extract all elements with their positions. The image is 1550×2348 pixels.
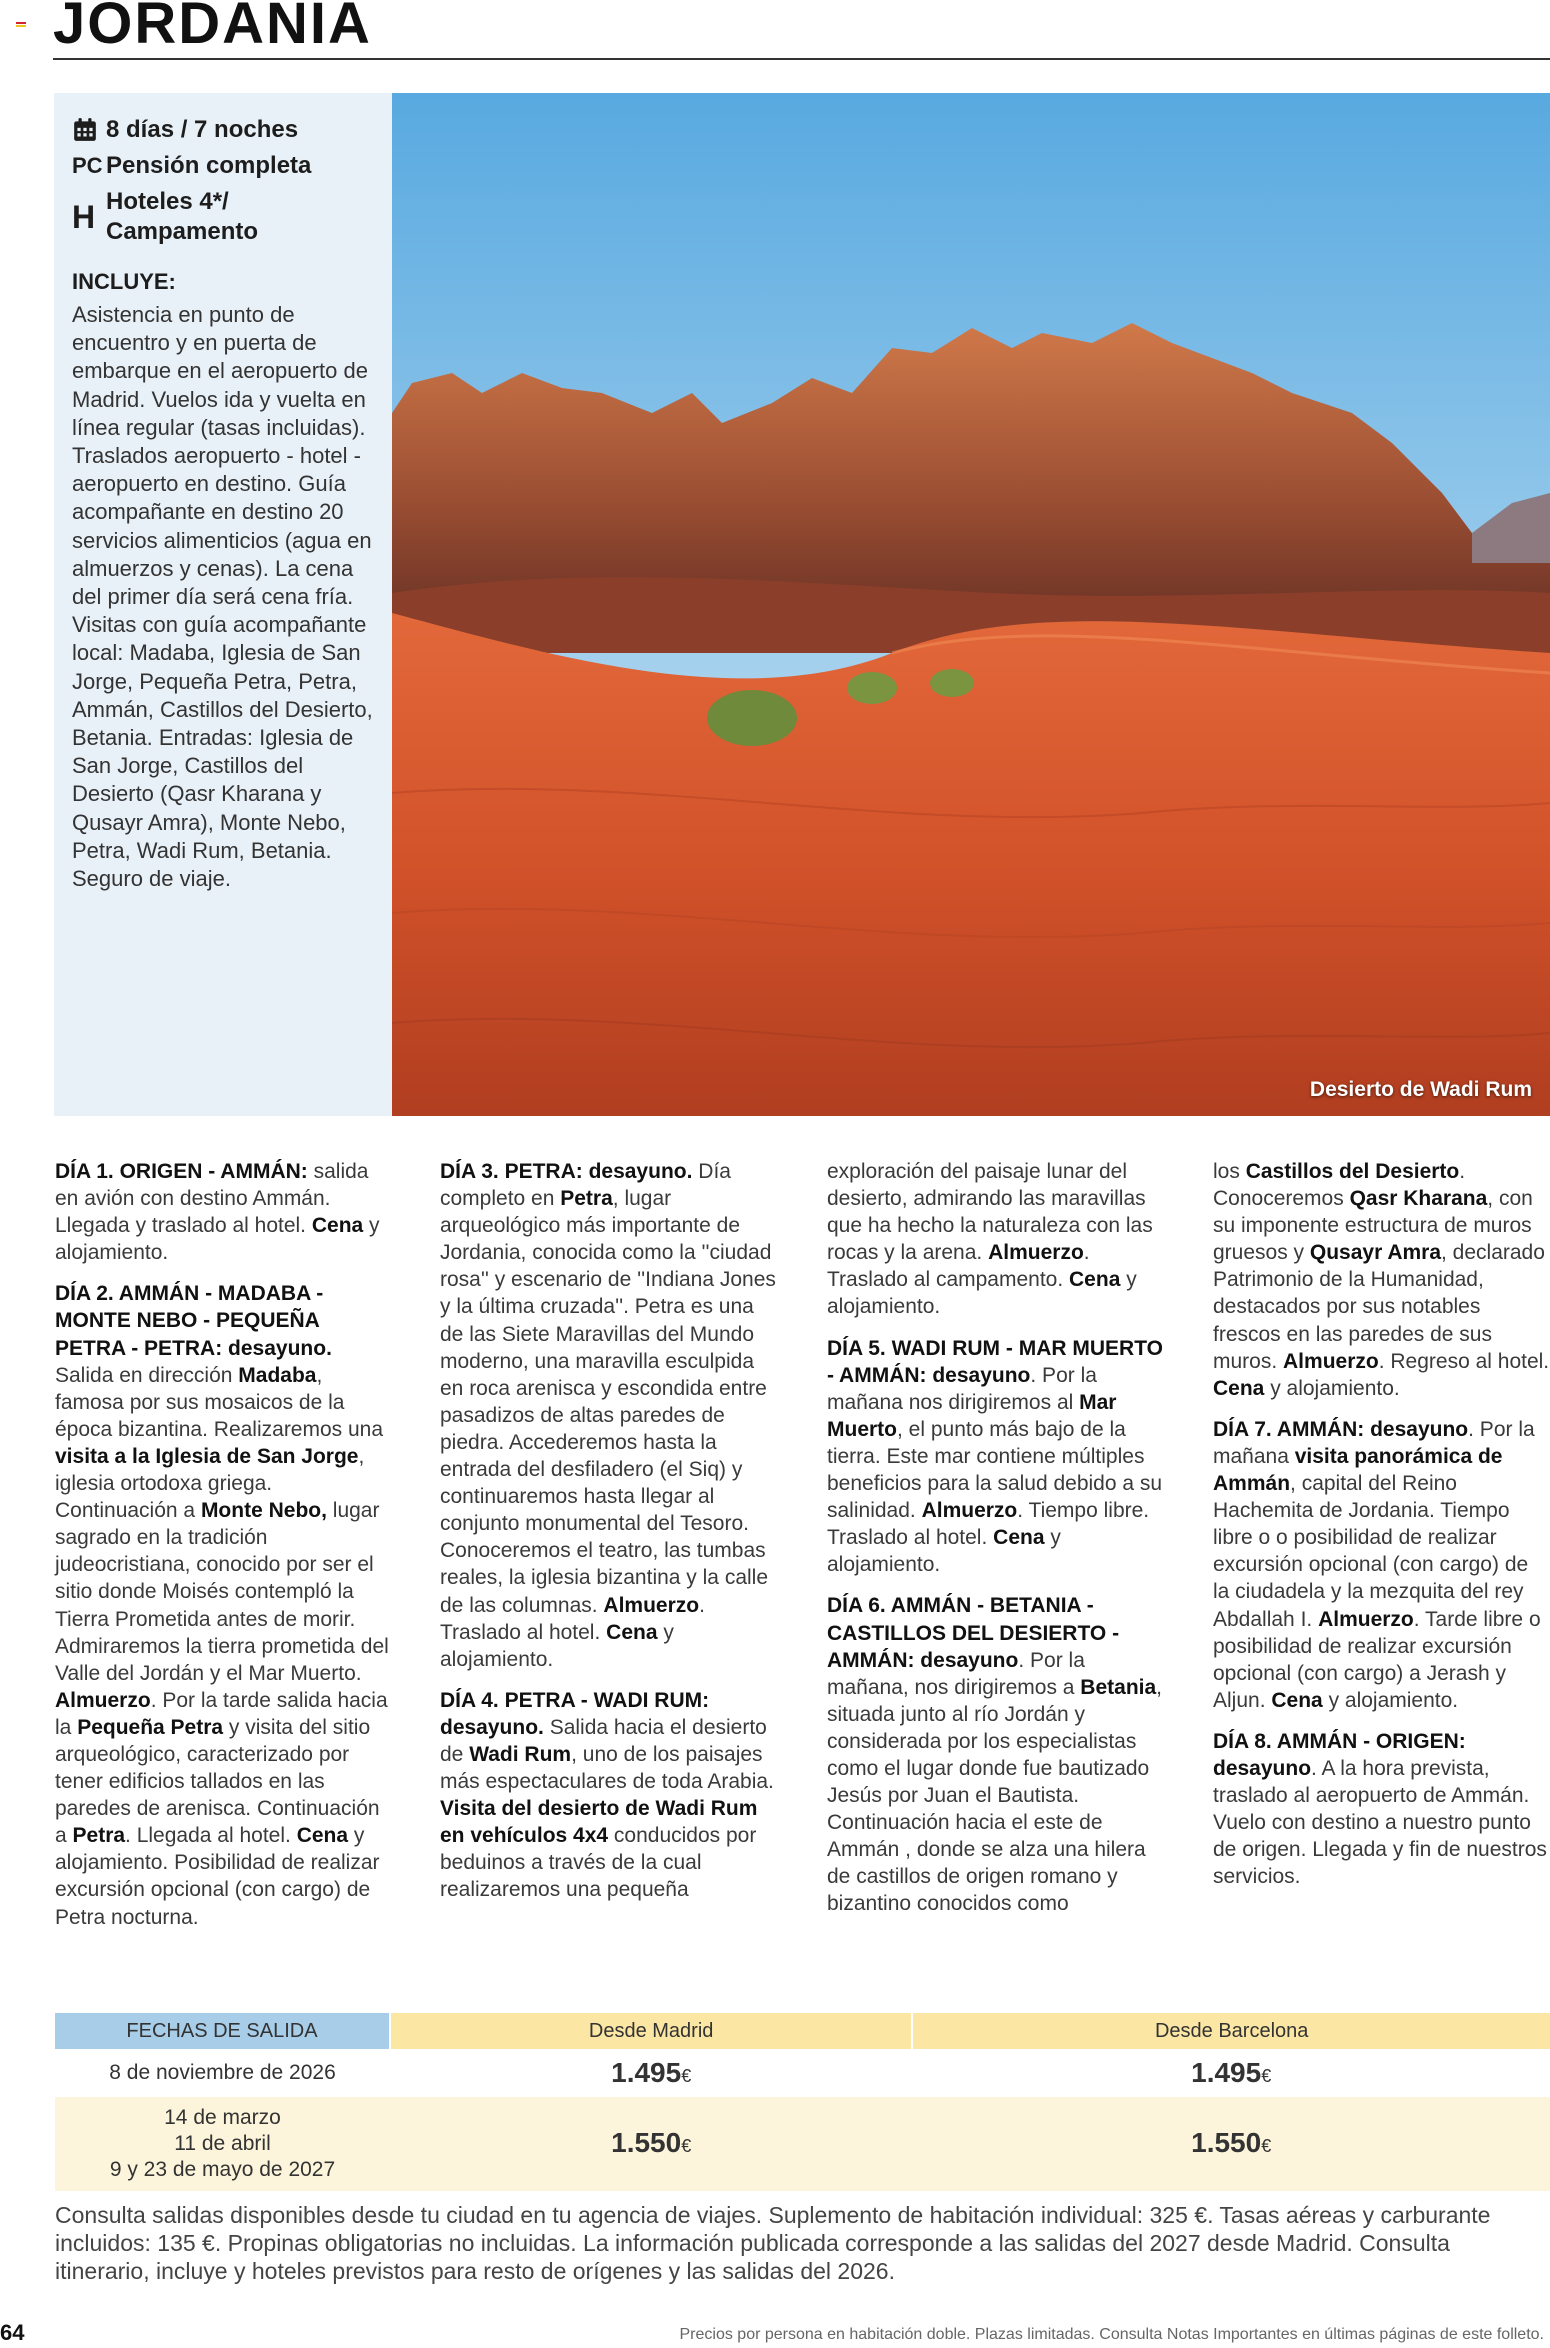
price-value: 1.495 bbox=[1191, 2057, 1262, 2088]
price-row bbox=[55, 2097, 1550, 2191]
includes-heading: INCLUYE: bbox=[72, 269, 176, 294]
day-3-text: Día completo en bbox=[440, 1160, 731, 1211]
day-6-bold: Betania bbox=[1080, 1675, 1157, 1699]
day-5-text: y alojamiento. bbox=[827, 1526, 1061, 1577]
header-dates: FECHAS DE SALIDA bbox=[55, 2013, 390, 2049]
day-8 bbox=[1213, 1728, 1550, 1891]
itinerary-column-4 bbox=[1213, 1158, 1550, 1904]
day-2-text: y visita del sitio arqueológico, caracterizado por tener edificios tallados en las paredes de arenisca. Continuación a bbox=[55, 1715, 380, 1848]
board-row bbox=[72, 151, 378, 181]
day-7-bold: visita panorámica de Ammán bbox=[1213, 1444, 1503, 1496]
itinerary-column-2 bbox=[440, 1158, 780, 1918]
day-5-heading: DÍA 5. WADI RUM - MAR MUERTO - AMMÁN: desayuno bbox=[827, 1336, 1163, 1387]
day-2-bold: Almuerzo bbox=[55, 1688, 151, 1712]
departure-date: 8 de noviembre de 2026 bbox=[55, 2049, 390, 2097]
departure-date: 14 de marzo bbox=[164, 2106, 281, 2129]
day-6 bbox=[827, 1592, 1172, 1917]
wadi-rum-photo bbox=[392, 93, 1550, 1116]
currency-symbol: € bbox=[681, 2066, 692, 2086]
photo-caption: Desierto de Wadi Rum bbox=[1309, 1078, 1532, 1101]
board-text: Pensión completa bbox=[106, 152, 312, 179]
day-6-text: los bbox=[1213, 1160, 1246, 1183]
price-madrid bbox=[390, 2097, 912, 2191]
duration-row bbox=[72, 115, 378, 145]
day-3-bold: Cena bbox=[606, 1620, 658, 1644]
page-title: JORDANIA bbox=[53, 0, 372, 56]
price-barcelona bbox=[912, 2097, 1550, 2191]
day-3 bbox=[440, 1158, 780, 1673]
day-8-text: . A la hora prevista, traslado al aeropuerto de Ammán. Vuelo con destino a nuestro punto de origen. Llegada y fin de nuestros servicios. bbox=[1213, 1756, 1547, 1889]
day-1-bold: Cena bbox=[311, 1214, 364, 1238]
day-1-text: y alojamiento. bbox=[55, 1214, 380, 1265]
day-6-bold: Qasr Kharana bbox=[1349, 1187, 1488, 1211]
day-7-bold: Cena bbox=[1271, 1688, 1323, 1712]
day-6-heading: DÍA 6. AMMÁN - BETANIA - CASTILLOS DEL DESIERTO - AMMÁN: desayuno bbox=[827, 1594, 1120, 1672]
itinerary-column-3 bbox=[827, 1158, 1172, 1932]
departure-date: 9 y 23 de mayo de 2027 bbox=[109, 2158, 336, 2181]
price-table-header bbox=[55, 2013, 1550, 2049]
day-3-heading: DÍA 3. PETRA: desayuno. bbox=[440, 1160, 693, 1183]
day-7-bold: Almuerzo bbox=[1318, 1607, 1414, 1631]
header-madrid: Desde Madrid bbox=[390, 2013, 912, 2049]
desert-illustration bbox=[392, 93, 1550, 1116]
day-6-bold: Almuerzo bbox=[1283, 1349, 1379, 1373]
day-6-bold: Castillos del Desierto bbox=[1245, 1160, 1460, 1183]
day-5 bbox=[827, 1335, 1172, 1579]
day-6-text: , declarado Patrimonio de la Humanidad, destacados por sus notables frescos en las paredes de sus muros. bbox=[1213, 1241, 1545, 1373]
day-4-bold: Almuerzo bbox=[988, 1241, 1084, 1265]
day-1 bbox=[55, 1158, 395, 1266]
day-4-bold: Visita del desierto de Wadi Rum en vehículos 4x4 bbox=[440, 1797, 758, 1848]
day-5-text: . Por la mañana nos dirigiremos al bbox=[827, 1363, 1097, 1414]
day-5-bold: Mar Muerto bbox=[827, 1390, 1117, 1441]
day-4-heading: DÍA 4. PETRA - WADI RUM: desayuno. bbox=[440, 1688, 710, 1739]
day-8-heading: DÍA 8. AMMÁN - ORIGEN: desayuno bbox=[1213, 1729, 1466, 1780]
day-1-heading: DÍA 1. ORIGEN - AMMÁN: bbox=[55, 1160, 308, 1183]
header-barcelona: Desde Barcelona bbox=[912, 2013, 1550, 2049]
flag-icon bbox=[16, 22, 26, 29]
day-4 bbox=[440, 1687, 780, 1904]
day-4-text: conducidos por beduinos a través de la cual realizaremos una pequeña bbox=[440, 1824, 757, 1902]
day-2-bold: Madaba bbox=[238, 1363, 317, 1387]
day-4-text: y alojamiento. bbox=[827, 1268, 1137, 1319]
day-2-bold: visita a la Iglesia de San Jorge bbox=[55, 1444, 359, 1468]
day-2 bbox=[55, 1280, 395, 1930]
day-4-text: . Traslado al campamento. bbox=[827, 1241, 1090, 1292]
page-number: 64 bbox=[0, 2320, 25, 2345]
price-value: 1.495 bbox=[611, 2057, 682, 2088]
day-6-bold: Cena bbox=[1213, 1376, 1265, 1400]
day-6-text: , con su imponente estructura de muros gruesos y bbox=[1213, 1187, 1533, 1265]
departure-date: 11 de abril bbox=[174, 2132, 271, 2155]
footer-disclaimer: Precios por persona en habitación doble. Plazas limitadas. Consulta Notas Importantes en últimas páginas de este folleto. bbox=[679, 2326, 1544, 2343]
day-6-text: . Regreso al hotel. bbox=[1378, 1349, 1550, 1373]
day-7-text: . Por la mañana bbox=[1213, 1417, 1535, 1468]
calendar-icon bbox=[72, 115, 106, 145]
day-3-bold: Almuerzo bbox=[603, 1593, 700, 1617]
day-1-text: salida en avión con destino Ammán. Llegada y traslado al hotel. bbox=[55, 1160, 369, 1238]
itinerary-column-1 bbox=[55, 1158, 395, 1945]
day-2-bold: Petra bbox=[72, 1824, 126, 1848]
trip-summary-sidebar bbox=[54, 93, 392, 1116]
price-row bbox=[55, 2049, 1550, 2097]
price-table bbox=[55, 2013, 1550, 2191]
hotel-code-icon: H bbox=[72, 199, 96, 235]
day-6-text: . Conoceremos bbox=[1213, 1160, 1466, 1211]
day-2-text: y alojamiento. Posibilidad de realizar excursión opcional (con cargo) de Petra nocturna. bbox=[55, 1824, 380, 1929]
day-4-text: exploración del paisaje lunar del desierto, admirando las maravillas que ha hecho la naturaleza con las rocas y la arena. bbox=[827, 1160, 1153, 1265]
day-2-text: . Llegada al hotel. bbox=[125, 1824, 297, 1848]
day-3-text: . Traslado al hotel. bbox=[440, 1593, 705, 1644]
day-2-bold: Cena bbox=[296, 1824, 349, 1848]
day-7 bbox=[1213, 1416, 1550, 1714]
day-5-text: , el punto más bajo de la tierra. Este mar contiene múltiples beneficios para la salud debido a su salinidad. bbox=[827, 1417, 1163, 1523]
day-5-bold: Cena bbox=[993, 1526, 1045, 1550]
day-6-text: . Por la mañana, nos dirigiremos a bbox=[827, 1648, 1085, 1699]
price-madrid bbox=[390, 2049, 912, 2097]
duration-text: 8 días / 7 noches bbox=[106, 116, 299, 143]
day-2-bold: Pequeña Petra bbox=[77, 1715, 224, 1739]
price-barcelona bbox=[912, 2049, 1550, 2097]
day-4-text: Salida hacia el desierto de bbox=[440, 1715, 767, 1766]
day-5-text: . Tiempo libre. Traslado al hotel. bbox=[827, 1499, 1150, 1550]
price-value: 1.550 bbox=[611, 2126, 682, 2158]
day-7-heading: DÍA 7. AMMÁN: desayuno bbox=[1213, 1417, 1469, 1441]
day-2-text: lugar sagrado en la tradición judeocristiana, conocido por ser el sitio donde Moisés contempló la Tierra Prometida antes de morir. Admiraremos la tierra prometida del Valle del Jordán y el Mar Muerto. bbox=[55, 1499, 389, 1685]
day-4-bold: Cena bbox=[1069, 1268, 1121, 1292]
day-4-continued bbox=[827, 1158, 1172, 1321]
day-6-continued bbox=[1213, 1158, 1550, 1402]
includes-text: Asistencia en punto de encuentro y en puerta de embarque en el aeropuerto de Madrid. Vuelos ida y vuelta en línea regular (tasas incluidas). Traslados aeropuerto - hotel - aeropuerto en destino. Guía acompañante en destino 20 servicios alimenticios (agua en almuerzos y cenas). La cena del primer día será cena fría. Visitas con guía acompañante local: Madaba, Iglesia de San Jorge, Pequeña Petra, Petra, Ammán, Castillos del Desierto, Betania. Entradas: Iglesia de San Jorge, Castillos del Desierto (Qasr Kharana y Qusayr Amra), Monte Nebo, Petra, Wadi Rum, Betania. Seguro de viaje. bbox=[72, 302, 373, 892]
hotels-row bbox=[72, 187, 378, 247]
title-divider bbox=[53, 58, 1550, 60]
price-value: 1.550 bbox=[1191, 2126, 1262, 2158]
currency-symbol: € bbox=[681, 2135, 692, 2156]
itinerary bbox=[55, 1158, 1550, 1990]
currency-symbol: € bbox=[1261, 2135, 1272, 2156]
currency-symbol: € bbox=[1261, 2066, 1272, 2086]
day-3-bold: Petra bbox=[560, 1187, 613, 1211]
day-2-text: . Por la tarde salida hacia la bbox=[55, 1688, 388, 1739]
pricing-note: Consulta salidas disponibles desde tu ciudad en tu agencia de viajes. Suplemento de habitación individual: 325 €. Tasas aéreas y carburante incluidos: 135 €. Propinas obligatorias no incluidas. La información publicada corresponde a las salidas del 2027 desde Madrid. Consulta itinerario, incluye y hoteles previstos para resto de orígenes y las salidas del 2026. bbox=[55, 2202, 1491, 2284]
day-3-text: , lugar arqueológico más importante de Jordania, conocida como la ''ciudad rosa'' y escenario de ''Indiana Jones y la última cruzada''. Petra es una de las Siete Maravillas del Mundo moderno, una maravilla esculpida en roca arenisca y escondida entre pasadizos de altas paredes de piedra. Accederemos hasta la entrada del desfiladero (el Siq) y continuaremos hasta llegar al conjunto monumental del Tesoro. Conoceremos el teatro, las tumbas reales, la iglesia bizantina y la calle de las columnas. bbox=[440, 1187, 776, 1617]
day-5-bold: Almuerzo bbox=[921, 1499, 1018, 1523]
departure-dates bbox=[55, 2097, 390, 2191]
day-2-text: , iglesia ortodoxa griega. Continuación a bbox=[55, 1444, 365, 1523]
day-3-text: y alojamiento. bbox=[440, 1620, 674, 1671]
day-6-text: , situada junto al río Jordán y considerada por los especialistas como el lugar donde fue bautizado Jesús por Juan el Bautista. Continuación hacia el este de Ammán , donde se alza una hilera de castillos de origen romano y bizantino conocidos como bbox=[827, 1675, 1162, 1916]
day-4-bold: Wadi Rum bbox=[469, 1742, 572, 1766]
board-code-icon: PC bbox=[72, 153, 103, 178]
day-2-text: , famosa por sus mosaicos de la época bizantina. Realizaremos una bbox=[55, 1363, 384, 1441]
day-2-text: Salida en dirección bbox=[55, 1363, 239, 1387]
day-7-text: . Tarde libre o posibilidad de realizar excursión opcional (con cargo) a Jerash y Aljun. bbox=[1213, 1607, 1541, 1712]
day-2-bold: Monte Nebo, bbox=[200, 1499, 327, 1523]
day-6-text: y alojamiento. bbox=[1264, 1376, 1400, 1400]
day-7-text: y alojamiento. bbox=[1322, 1688, 1459, 1712]
day-7-text: , capital del Reino Hachemita de Jordania. Tiempo libre o o posibilidad de realizar excursión opcional (con cargo) de la ciudadela y la mezquita del rey Abdallah I. bbox=[1213, 1472, 1529, 1631]
day-2-heading: DÍA 2. AMMÁN - MADABA - MONTE NEBO - PEQUEÑA PETRA - PETRA: desayuno. bbox=[55, 1282, 332, 1360]
hotels-text: Hoteles 4*/ Campamento bbox=[106, 188, 259, 245]
day-6-bold: Qusayr Amra bbox=[1309, 1241, 1442, 1265]
day-4-text: , uno de los paisajes más espectaculares de toda Arabia. bbox=[440, 1742, 774, 1794]
